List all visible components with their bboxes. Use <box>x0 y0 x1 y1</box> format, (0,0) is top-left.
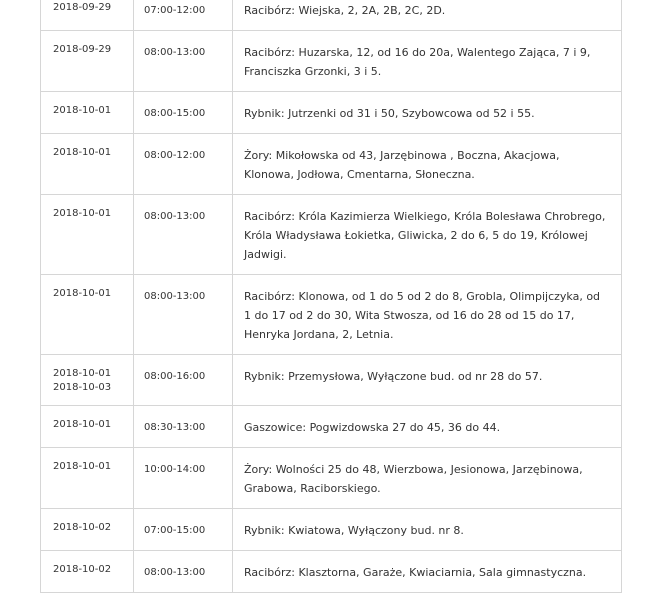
table-row <box>41 509 622 551</box>
date-cell <box>41 92 134 134</box>
address-cell: Gaszowice: Pogwizdowska 27 do 45, 36 do 44. <box>233 406 622 448</box>
time-cell: 08:00-16:00 <box>134 355 233 406</box>
address-cell: Racibórz: Wiejska, 2, 2A, 2B, 2C, 2D. <box>233 0 622 31</box>
time-cell: 08:00-13:00 <box>134 551 233 593</box>
outage-table-container <box>40 0 622 593</box>
time-cell: 08:00-13:00 <box>134 195 233 275</box>
date-cell <box>41 134 134 195</box>
table-row <box>41 448 622 509</box>
address-cell: Rybnik: Kwiatowa, Wyłączony bud. nr 8. <box>233 509 622 551</box>
time-cell: 07:00-12:00 <box>134 0 233 31</box>
time-cell: 08:30-13:00 <box>134 406 233 448</box>
table-row <box>41 0 622 31</box>
date-value: 2018-09-29 <box>53 2 112 13</box>
date-value: 2018-10-01 <box>53 208 112 219</box>
date-cell <box>41 275 134 355</box>
address-cell: Żory: Wolności 25 do 48, Wierzbowa, Jesionowa, Jarzębinowa, Grabowa, Raciborskiego. <box>233 448 622 509</box>
table-row <box>41 134 622 195</box>
date-cell <box>41 31 134 92</box>
address-cell: Racibórz: Klasztorna, Garaże, Kwiaciarnia, Sala gimnastyczna. <box>233 551 622 593</box>
time-cell: 08:00-15:00 <box>134 92 233 134</box>
address-cell: Racibórz: Klonowa, od 1 do 5 od 2 do 8, Grobla, Olimpijczyka, od 1 do 17 od 2 do 30, Wita Stwosza, od 16 do 28 od 15 do 17, Henryka Jordana, 2, Letnia. <box>233 275 622 355</box>
date-value: 2018-10-01 <box>53 419 112 430</box>
table-row <box>41 195 622 275</box>
date-value: 2018-10-01 <box>53 147 112 158</box>
address-cell: Rybnik: Jutrzenki od 31 i 50, Szybowcowa od 52 i 55. <box>233 92 622 134</box>
date-cell <box>41 195 134 275</box>
table-row <box>41 31 622 92</box>
time-cell: 07:00-15:00 <box>134 509 233 551</box>
table-row <box>41 275 622 355</box>
time-cell: 08:00-13:00 <box>134 31 233 92</box>
time-cell: 10:00-14:00 <box>134 448 233 509</box>
outage-schedule-table <box>40 0 622 593</box>
date-cell <box>41 551 134 593</box>
date-cell <box>41 448 134 509</box>
date-value: 2018-10-01 <box>53 105 112 116</box>
date-value: 2018-10-02 <box>53 522 112 533</box>
address-cell: Racibórz: Króla Kazimierza Wielkiego, Króla Bolesława Chrobrego, Króla Władysława Łokietka, Gliwicka, 2 do 6, 5 do 19, Królowej Jadwigi. <box>233 195 622 275</box>
date-cell <box>41 509 134 551</box>
date-value: 2018-09-29 <box>53 44 112 55</box>
date-value: 2018-10-01 <box>53 461 112 472</box>
address-cell: Racibórz: Huzarska, 12, od 16 do 20a, Walentego Zająca, 7 i 9, Franciszka Grzonki, 3 i 5. <box>233 31 622 92</box>
date-value: 2018-10-03 <box>53 382 112 393</box>
date-cell <box>41 0 134 31</box>
date-cell <box>41 355 134 406</box>
time-cell: 08:00-12:00 <box>134 134 233 195</box>
address-cell: Rybnik: Przemysłowa, Wyłączone bud. od nr 28 do 57. <box>233 355 622 406</box>
time-cell: 08:00-13:00 <box>134 275 233 355</box>
address-cell: Żory: Mikołowska od 43, Jarzębinowa , Boczna, Akacjowa, Klonowa, Jodłowa, Cmentarna, Słoneczna. <box>233 134 622 195</box>
outage-table-body <box>41 0 622 593</box>
table-row <box>41 92 622 134</box>
date-cell <box>41 406 134 448</box>
date-value: 2018-10-01 <box>53 368 112 379</box>
table-row <box>41 355 622 406</box>
table-row <box>41 406 622 448</box>
table-row <box>41 551 622 593</box>
date-value: 2018-10-01 <box>53 288 112 299</box>
date-value: 2018-10-02 <box>53 564 112 575</box>
